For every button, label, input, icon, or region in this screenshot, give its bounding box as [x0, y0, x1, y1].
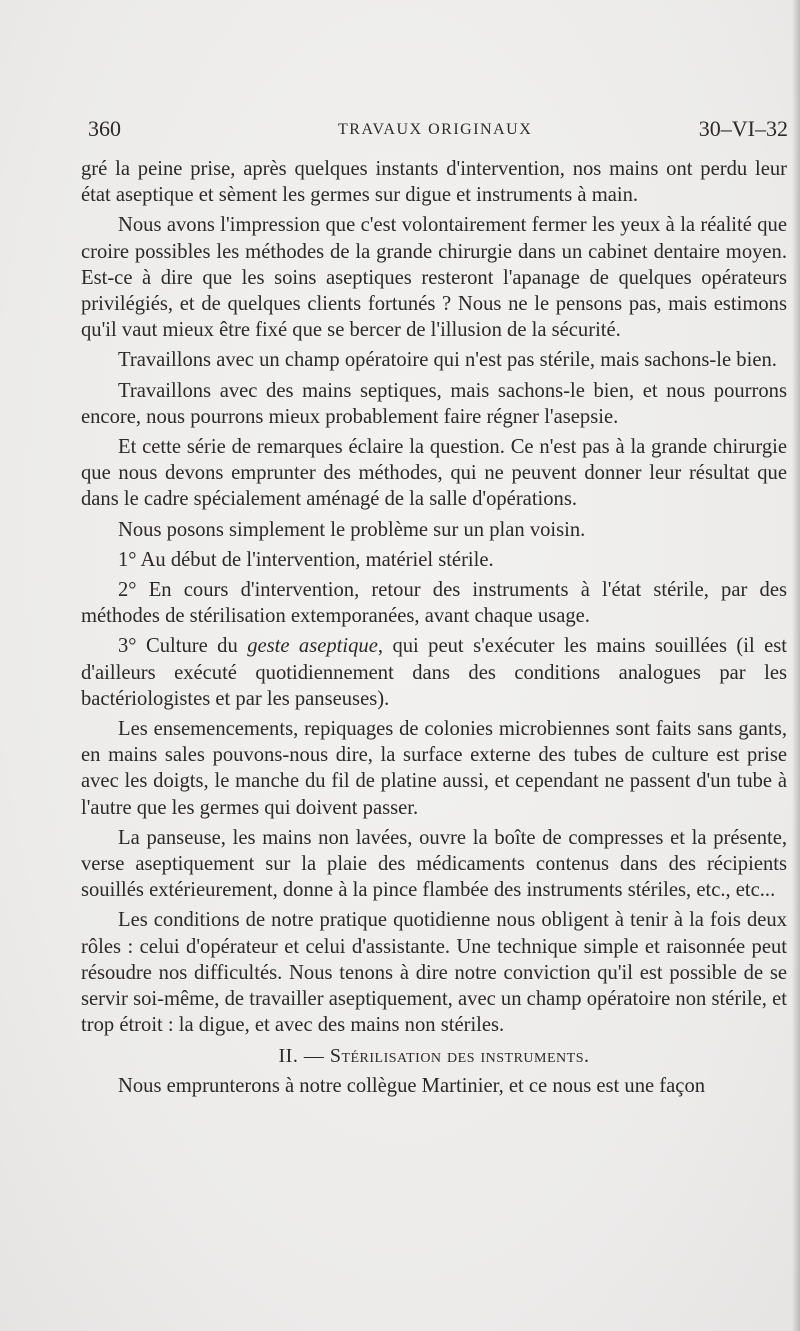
paragraph: gré la peine prise, après quelques instants d'intervention, nos mains ont perdu leur état aseptique et sèment les germes sur digue et instruments à main. — [81, 158, 787, 207]
paragraph: Nous posons simplement le problème sur un plan voisin. — [118, 518, 586, 541]
paragraph: Et cette série de remarques éclaire la question. Ce n'est pas à la grande chirurgie que nous devons emprunter des méthodes, qui ne peuvent donner leur résultat que dans le cadre spécialement aménagé de la salle d'opérations. — [81, 436, 787, 511]
list-item: 1° Au début de l'intervention, matériel stérile. — [118, 548, 494, 571]
emphasis-text: geste aseptique — [247, 635, 378, 658]
page-edge-shadow — [792, 0, 800, 1331]
paragraph: Nous avons l'impression que c'est volontairement fermer les yeux à la réalité que croire possibles les méthodes de la grande chirurgie dans un cabinet dentaire moyen. Est-ce à dire que les soins aseptiques resteront l'apanage de quelques opérateurs privilégiés, et de quelques clients fortunés ? Nous ne le pensons pas, mais estimons qu'il vaut mieux être fixé que se bercer de l'illusion de la sécurité. — [81, 214, 787, 342]
paragraph: Travaillons avec des mains septiques, mais sachons-le bien, et nous pourrons encore, nous pourrons mieux probablement faire régner l'asepsie. — [81, 379, 787, 428]
paragraph: La panseuse, les mains non lavées, ouvre la boîte de compresses et la présente, verse aseptiquement sur la plaie des médicaments contenus dans des récipients souillés extérieurement, donne à la pince flambée des instruments stériles, etc., etc... — [81, 826, 787, 902]
paragraph: Les ensemencements, repiquages de colonies microbiennes sont faits sans gants, en mains sales pouvons-nous dire, la surface externe des tubes de culture est prise avec les doigts, le manche du fil de platine aussi, et cependant ne passent d'un tube à l'autre que les germes qui doivent passer. — [81, 718, 787, 819]
article-body — [81, 156, 787, 1103]
list-item — [81, 633, 787, 712]
page-header — [88, 116, 788, 146]
list-item-text: 3° Culture du — [118, 635, 248, 658]
list-item: 2° En cours d'intervention, retour des instruments à l'état stérile, par des méthodes de stérilisation extemporanées, avant chaque usage. — [81, 579, 787, 628]
running-title: TRAVAUX ORIGINAUX — [338, 121, 533, 138]
section-heading: II. — Stérilisation des instruments. — [278, 1044, 590, 1067]
page-number: 360 — [88, 116, 121, 141]
issue-date: 30–VI–32 — [698, 116, 788, 141]
list-item-text: , qui peut s'exécuter les mains souillées (il est d'ailleurs exécuté quotidiennement dans des conditions analogues par les bactériologistes et par les panseuses). — [81, 635, 787, 710]
paragraph: Les conditions de notre pratique quotidienne nous obligent à tenir à la fois deux rôles : celui d'opérateur et celui d'assistante. Une technique simple et raisonnée peut résoudre nos difficultés. Nous tenons à dire notre conviction qu'il est possible de se servir soi-même, de travailler aseptiquement, avec un champ opératoire non stérile, et trop étroit : la digue, et avec des mains non stériles. — [81, 909, 787, 1037]
paragraph: Travaillons avec un champ opératoire qui n'est pas stérile, mais sachons-le bien. — [118, 349, 777, 372]
paragraph: Nous emprunterons à notre collègue Martinier, et ce nous est une façon — [118, 1074, 706, 1097]
